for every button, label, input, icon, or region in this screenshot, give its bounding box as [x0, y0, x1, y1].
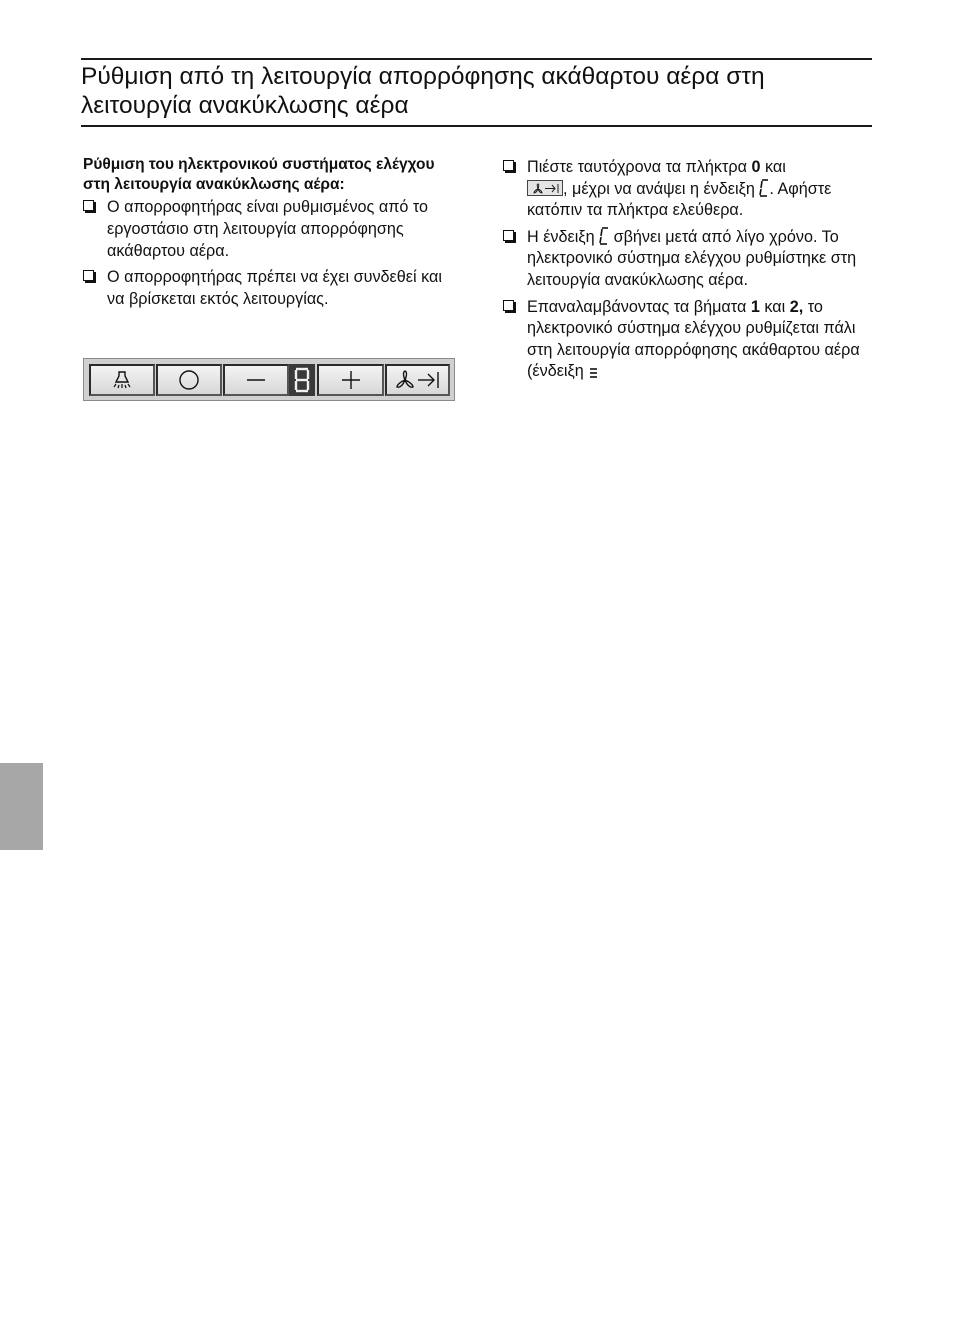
- display-c-indicator-icon: [759, 179, 769, 197]
- list-item-text: Επαναλαμβάνοντας τα βήματα: [527, 297, 751, 316]
- checkbox-bullet-icon: [503, 160, 514, 171]
- checkbox-bullet-icon: [83, 270, 94, 281]
- display-e-indicator-icon: [588, 361, 598, 379]
- list-item-text: το ηλεκτρονικό σύστημα ελέγχου ρυθμίζεται πάλι στη λειτουργία απορρόφησης ακάθαρτου αέρα (ένδειξη: [527, 297, 860, 381]
- step-one-label: 1: [750, 297, 760, 316]
- power-off-icon: [178, 369, 200, 391]
- list-item-text: . Αφήστε κατόπιν τα πλήκτρα ελεύθερα.: [527, 179, 832, 220]
- list-item-text: Ο απορροφητήρας είναι ρυθμισμένος από το εργοστάσιο στη λειτουργία απορρόφησης ακάθαρτου αέρα.: [107, 198, 429, 260]
- list-item-text: και: [759, 297, 790, 316]
- light-button: [89, 364, 155, 396]
- list-item: [503, 157, 875, 222]
- section-subheading: Ρύθμιση του ηλεκτρονικού συστήματος ελέγχου στη λειτουργία ανακύκλωσης αέρα:: [83, 156, 435, 194]
- left-column: [83, 155, 455, 315]
- list-item: [503, 227, 875, 292]
- page-title: Ρύθμιση από τη λειτουργία απορρόφησης ακάθαρτου αέρα στη λειτουργία ανακύκλωσης αέρα: [81, 63, 765, 119]
- right-checklist: [503, 157, 875, 383]
- list-item-text: Η ένδειξη: [527, 227, 600, 246]
- list-item-text: σβήνει μετά από λίγο χρόνο. Το ηλεκτρονικό σύστημα ελέγχου ρυθμίστηκε στη λειτουργία ανακύκλωσης αέρα.: [527, 227, 857, 289]
- minus-icon: [245, 369, 267, 391]
- side-tab-marker: [0, 763, 43, 850]
- plus-icon: [340, 369, 362, 391]
- checkbox-bullet-icon: [503, 230, 514, 241]
- fan-intensive-key-icon: [527, 180, 563, 196]
- checkbox-bullet-icon: [83, 200, 94, 211]
- fan-intensive-icon: [394, 369, 442, 391]
- list-item: [83, 267, 455, 310]
- step-two-label: 2,: [789, 297, 804, 316]
- display-c-indicator-icon: [599, 227, 609, 245]
- left-checklist: [83, 197, 455, 310]
- list-item: [503, 297, 875, 383]
- light-icon: [110, 369, 134, 391]
- list-item: [83, 197, 455, 262]
- list-item-text: Ο απορροφητήρας πρέπει να έχει συνδεθεί και να βρίσκεται εκτός λειτουργίας.: [107, 268, 442, 308]
- list-item-text: και: [760, 158, 786, 176]
- fan-intensive-button: [385, 364, 450, 396]
- digit-display: [289, 364, 315, 396]
- header-rule-top: [81, 58, 872, 60]
- plus-button: [317, 364, 384, 396]
- list-item-text: , μέχρι να ανάψει η ένδειξη: [563, 179, 760, 198]
- header-rule-bottom: [81, 125, 872, 127]
- right-column: [503, 157, 875, 388]
- key-zero-label: 0: [751, 158, 761, 176]
- checkbox-bullet-icon: [503, 300, 514, 311]
- seven-segment-digit: [293, 367, 311, 393]
- control-panel-illustration: [83, 358, 455, 401]
- list-item-text: Πιέστε ταυτόχρονα τα πλήκτρα: [527, 158, 752, 176]
- power-off-button: [156, 364, 222, 396]
- minus-button: [223, 364, 289, 396]
